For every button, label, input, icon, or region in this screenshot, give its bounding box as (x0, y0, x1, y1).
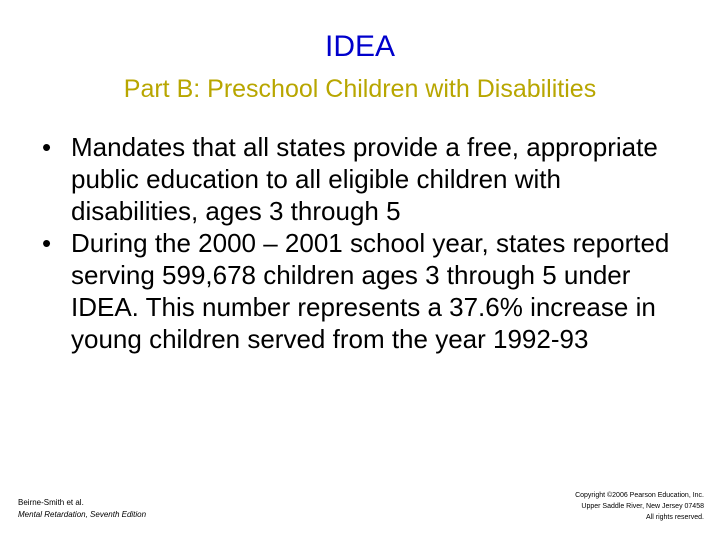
slide-title: IDEA (324, 30, 396, 63)
copyright-address: Upper Saddle River, New Jersey 07458 (581, 503, 704, 510)
bullet-icon: • (42, 228, 52, 258)
bullet-text: During the 2000 – 2001 school year, states reported serving 599,678 children ages 3 through 5 under IDEA. This number represents a 37.6% increase in young children served from the year 1992-93 (71, 228, 670, 354)
bullet-item (30, 131, 690, 227)
copyright-rights: All rights reserved. (646, 514, 704, 521)
bullet-text: Mandates that all states provide a free, appropriate public education to all eligible children with disabilities, ages 3 through 5 (71, 132, 658, 226)
slide-subtitle: Part B: Preschool Children with Disabilities (123, 75, 597, 103)
footer-book-title: Mental Retardation, Seventh Edition (18, 510, 147, 519)
footer-copyright (484, 490, 704, 523)
copyright-line: Copyright ©2006 Pearson Education, Inc. (575, 492, 704, 499)
bullet-item (30, 227, 690, 355)
bullet-icon: • (42, 132, 52, 162)
footer-citation (18, 497, 146, 521)
footer-authors: Beirne-Smith et al. (18, 498, 84, 507)
bullet-list (30, 131, 690, 355)
